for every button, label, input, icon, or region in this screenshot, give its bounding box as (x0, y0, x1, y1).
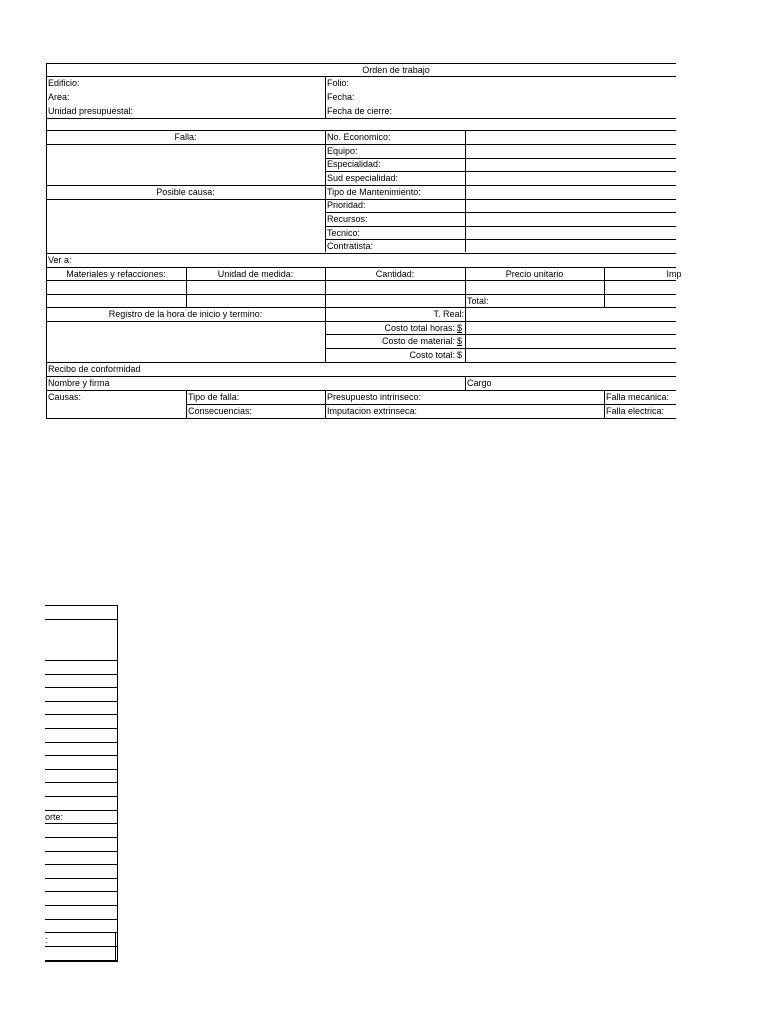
field-contratista: Contratista: (327, 241, 374, 251)
costo-total-horas-label: Costo total horas: (384, 323, 455, 333)
col-precio: Precio unitario (505, 269, 564, 279)
fecha-cierre-label: Fecha de cierre: (327, 106, 393, 116)
field-no-economico: No. Economico: (327, 132, 391, 142)
field-prioridad: Prioridad: (327, 200, 366, 210)
imputacion-label: Imputacion extrinseca: (327, 406, 418, 416)
cargo-label: Cargo (467, 378, 492, 388)
falla-mecanica-label: Falla mecanica: (606, 392, 670, 402)
total-label: Total: (467, 296, 489, 306)
field-especialidad: Especialidad: (327, 159, 381, 169)
currency-sign: $ (457, 323, 463, 333)
field-tecnico: Tecnico: (327, 228, 361, 238)
falla-electrica-label: Falla electrica: (606, 406, 665, 416)
presupuesto-label: Presupuesto intrinseco: (327, 392, 422, 402)
col-unidad: Unidad de medida: (217, 269, 294, 279)
fecha-label: Fecha: (327, 92, 355, 102)
tipo-falla-label: Tipo de falla: (188, 392, 240, 402)
form-title: Orden de trabajo (362, 65, 430, 75)
field-equipo: Equipo: (327, 146, 358, 156)
unidad-label: Unidad presupuestal: (48, 106, 134, 116)
border-left (46, 63, 47, 419)
field-sud-especialidad: Sud especialidad: (327, 173, 399, 183)
folio-label: Folio: (327, 78, 350, 88)
causas-label: Causas: (48, 392, 82, 402)
area-label: Area: (48, 92, 70, 102)
field-tipo-mantenimiento: Tipo de Mantenimiento: (327, 187, 421, 197)
fragment-colon: : (45, 935, 48, 945)
col-cantidad: Cantidad: (375, 269, 415, 279)
currency-sign: $ (457, 336, 463, 346)
consecuencias-label: Consecuencias: (188, 406, 253, 416)
border-bottom (46, 418, 676, 419)
currency-sign: $ (457, 350, 463, 360)
work-order-form (46, 63, 682, 419)
recibo-label: Recibo de conformidad (48, 364, 141, 374)
page-fragment (45, 605, 120, 962)
fragment-reporte-label: orte: (45, 812, 64, 822)
nombre-firma-label: Nombre y firma (48, 378, 110, 388)
col-materiales: Materiales y refacciones: (66, 269, 166, 279)
col-importe: Imp (666, 269, 682, 279)
edificio-label: Edificio: (48, 78, 80, 88)
posible-causa-label: Posible causa: (156, 187, 215, 197)
registro-label: Registro de la hora de inicio y termino: (108, 309, 263, 319)
costo-total-label: Costo total: (409, 350, 455, 360)
fragment-right-border (117, 605, 118, 962)
t-real-label: T. Real: (433, 309, 464, 319)
field-recursos: Recursos: (327, 214, 368, 224)
ver-a-label: Ver a: (48, 255, 72, 265)
falla-label: Falla: (174, 132, 197, 142)
costo-material-label: Costo de material: (381, 336, 455, 346)
